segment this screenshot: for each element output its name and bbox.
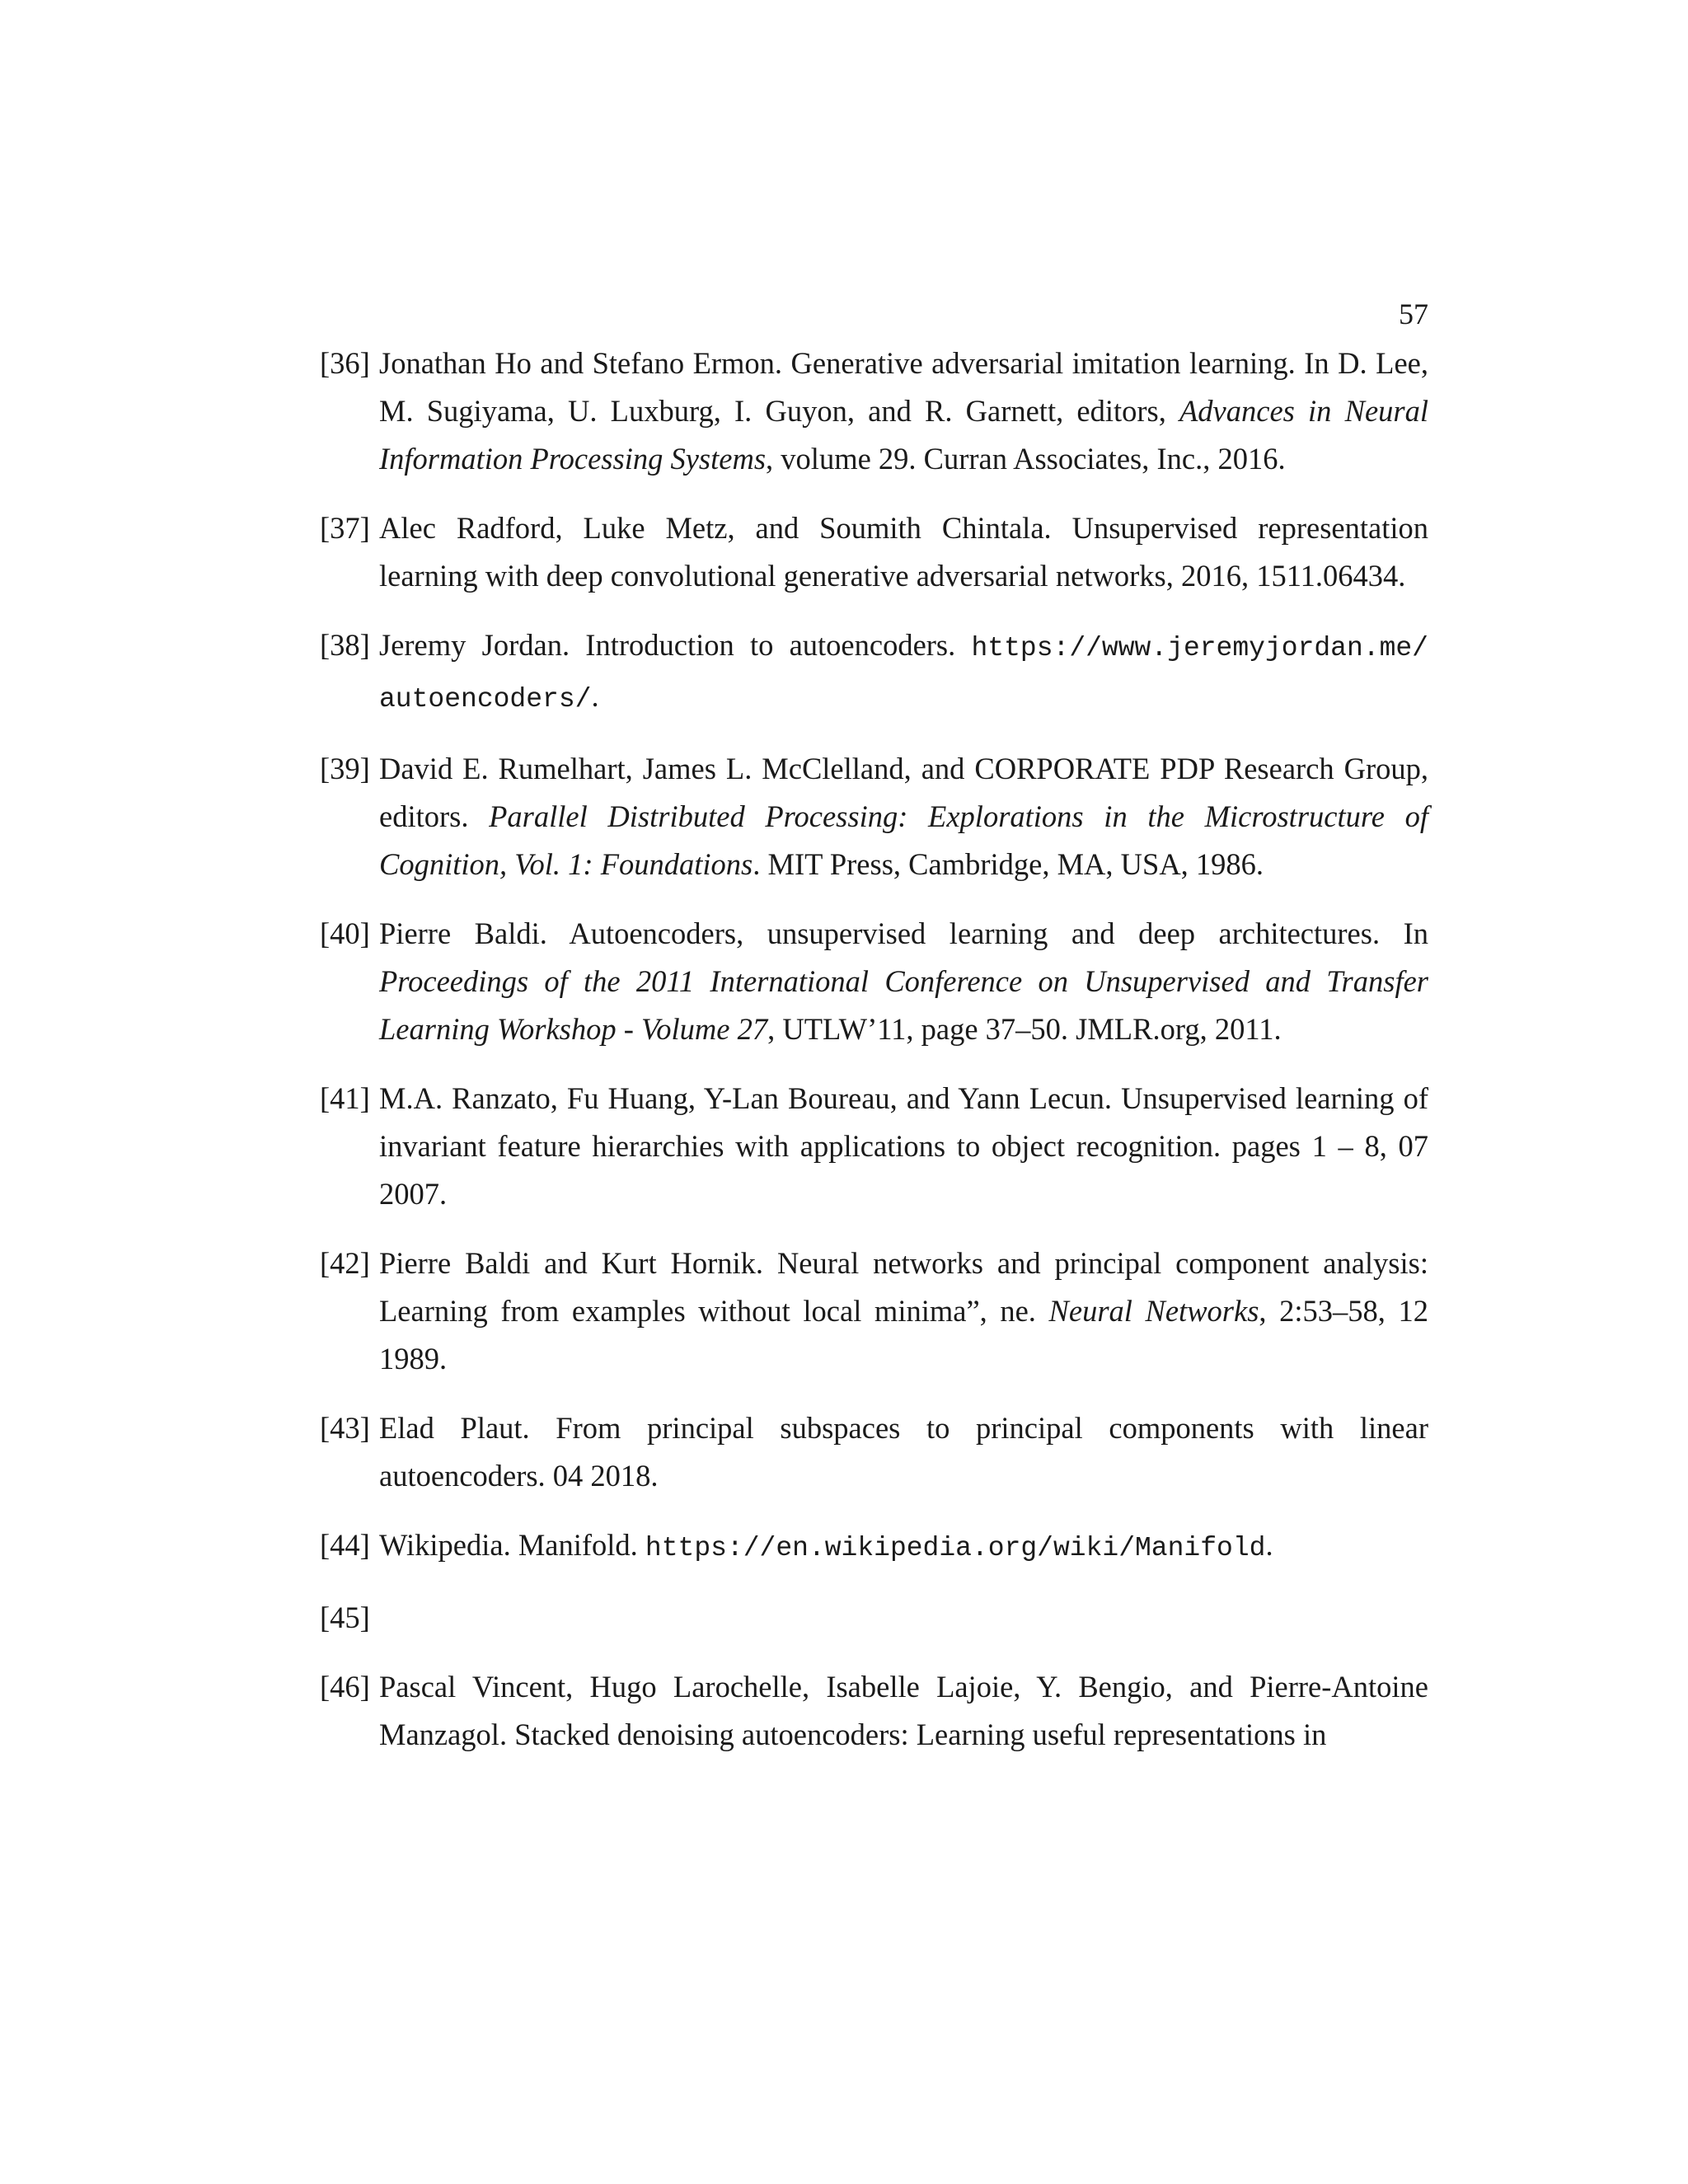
reference-text	[379, 1521, 1428, 1572]
reference-entry	[320, 1404, 1428, 1500]
reference-number: [45]	[320, 1601, 370, 1634]
reference-text	[379, 1240, 1428, 1383]
reference-entry	[320, 745, 1428, 888]
reference-segment: David E. Rumelhart, James L. McClelland, and CORPORATE PDP Research Group, editors.	[379, 752, 1428, 833]
reference-segment: , UTLW’11, page 37–50. JMLR.org, 2011.	[767, 1012, 1282, 1046]
reference-number: [42]	[320, 1246, 370, 1280]
reference-url-link[interactable]: https://www.jeremyjordan.me/ autoencoders/	[379, 633, 1428, 715]
reference-number: [46]	[320, 1670, 370, 1704]
reference-segment: . MIT Press, Cambridge, MA, USA, 1986.	[753, 847, 1264, 881]
reference-entry	[320, 504, 1428, 600]
reference-number: [36]	[320, 346, 370, 380]
reference-entry	[320, 1240, 1428, 1383]
reference-text	[379, 1663, 1428, 1759]
reference-segment: , volume 29. Curran Associates, Inc., 2016.	[766, 442, 1286, 476]
reference-text	[379, 621, 1428, 724]
reference-segment: Jonathan Ho and Stefano Ermon. Generative adversarial imitation learning. In D. Lee, M. Sugiyama, U. Luxburg, I. Guyon, and R. Garnett, editors,	[379, 346, 1428, 428]
reference-segment: Jeremy Jordan. Introduction to autoencoders.	[379, 628, 972, 662]
reference-text	[379, 1075, 1428, 1218]
reference-entry	[320, 1663, 1428, 1759]
reference-number: [39]	[320, 752, 370, 785]
reference-entry	[320, 621, 1428, 724]
reference-number: [37]	[320, 511, 370, 545]
reference-venue: Proceedings of the 2011 International Conference on Unsupervised and Transfer Learning Workshop - Volume 27	[379, 964, 1428, 1046]
reference-segment: .	[1265, 1528, 1273, 1562]
reference-url-link[interactable]: https://en.wikipedia.org/wiki/Manifold	[645, 1533, 1266, 1563]
reference-venue: Neural Networks	[1048, 1294, 1259, 1328]
reference-segment: M.A. Ranzato, Fu Huang, Y-Lan Boureau, and Yann Lecun. Unsupervised learning of invariant feature hierarchies with applications to object recognition. pages 1 – 8, 07 2007.	[379, 1081, 1428, 1211]
reference-entry	[320, 340, 1428, 483]
reference-segment: Alec Radford, Luke Metz, and Soumith Chintala. Unsupervised representation learning with deep convolutional generative adversarial networks, 2016, 1511.06434.	[379, 511, 1428, 593]
reference-venue: Parallel Distributed Processing: Explorations in the Microstructure of Cognition, Vol. 1: Foundations	[379, 799, 1428, 881]
reference-segment: Pierre Baldi. Autoencoders, unsupervised learning and deep architectures. In	[379, 916, 1428, 950]
reference-venue: Advances in Neural Information Processing Systems	[379, 394, 1428, 476]
reference-list	[320, 340, 1428, 1780]
reference-segment: Wikipedia. Manifold.	[379, 1528, 645, 1562]
reference-segment: , 2:53–58, 12 1989.	[379, 1294, 1428, 1376]
reference-text	[379, 745, 1428, 888]
reference-entry	[320, 1594, 1428, 1642]
reference-number: [44]	[320, 1528, 370, 1562]
reference-number: [41]	[320, 1081, 370, 1115]
reference-number: [40]	[320, 916, 370, 950]
reference-text	[379, 504, 1428, 600]
reference-text	[379, 910, 1428, 1053]
page-number: 57	[1399, 298, 1428, 330]
reference-segment: Pascal Vincent, Hugo Larochelle, Isabelle Lajoie, Y. Bengio, and Pierre-Antoine Manzagol. Stacked denoising autoencoders: Learning useful representations in	[379, 1670, 1428, 1751]
reference-entry	[320, 1075, 1428, 1218]
reference-entry	[320, 910, 1428, 1053]
reference-text	[379, 340, 1428, 483]
reference-segment: Elad Plaut. From principal subspaces to principal components with linear autoencoders. 04 2018.	[379, 1411, 1428, 1493]
reference-entry	[320, 1521, 1428, 1572]
reference-segment: Pierre Baldi and Kurt Hornik. Neural networks and principal component analysis: Learning from examples without local minima”, ne.	[379, 1246, 1428, 1328]
reference-segment: .	[591, 679, 599, 713]
reference-number: [43]	[320, 1411, 370, 1445]
reference-number: [38]	[320, 628, 370, 662]
reference-text	[379, 1404, 1428, 1500]
